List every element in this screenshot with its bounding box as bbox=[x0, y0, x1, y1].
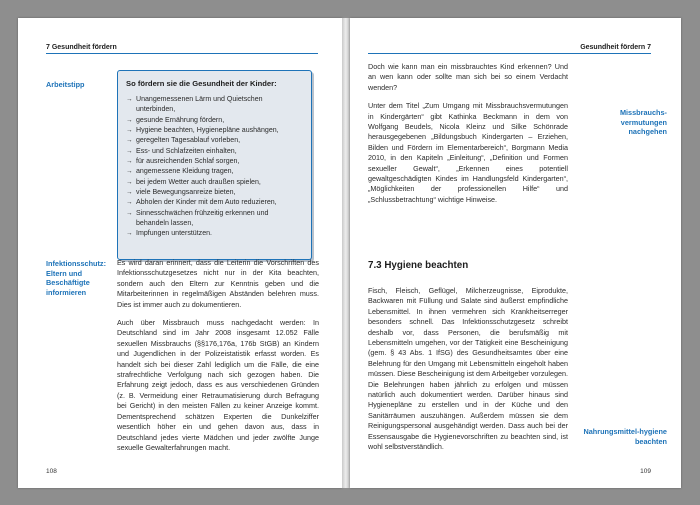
arrow-icon: → bbox=[126, 209, 133, 217]
page-number-right: 109 bbox=[640, 468, 651, 475]
left-header-rule bbox=[46, 53, 318, 54]
side-label-hygiene: Nahrungsmittel-hygiene beachten bbox=[583, 427, 667, 446]
list-item: → Ess- und Schlafzeiten einhalten, bbox=[126, 147, 303, 157]
paragraph: Doch wie kann man ein missbrauchtes Kind erkennen? Und an wen kann oder sollte man sich bei so einem Verdacht wenden? bbox=[368, 62, 568, 92]
tip-box bbox=[117, 70, 312, 260]
right-intro-text bbox=[368, 62, 568, 213]
arrow-icon: → bbox=[126, 178, 133, 186]
paragraph: Es wird daran erinnert, dass die Leiterin die Vorschriften des Infektionsschutzgesetzes nicht nur in der Kita beachten, sondern auch den Eltern zur Kenntnis geben und die Mitarbeiterinnen in regelmäßigen Abständen belehren muss. Dies ist immer auch zu dokumentieren. bbox=[117, 258, 319, 309]
tip-label: Arbeitstipp bbox=[46, 80, 85, 89]
right-running-head: Gesundheit fördern 7 bbox=[580, 44, 651, 51]
arrow-icon: → bbox=[126, 230, 133, 238]
arrow-icon: → bbox=[126, 199, 133, 207]
list-item: → für ausreichenden Schlaf sorgen, bbox=[126, 157, 303, 167]
page-number-left: 108 bbox=[46, 468, 57, 475]
arrow-icon: → bbox=[126, 158, 133, 166]
list-item: → viele Bewegungsanreize bieten, bbox=[126, 188, 303, 198]
paragraph: Unter dem Titel „Zum Umgang mit Missbrauchsvermutungen in Kindergärten“ gibt Kathinka Beckmann in dem von Wolfgang Beudels, Nicola Kleinz und Silke Schönrade herausgegebenen „Bildungsbuch Kindergarten – Erziehen, Bilden und Fördern im Elementarbereich“, Borgmann Media 2010, in den Kapiteln „Einleitung“, „Definition und Formen sexueller Gewalt“, „Erkennen eines potentiell gewaltgeschädigten Kindes im Handlungsfeld Kindergarten“, „Möglichkeiten der professionellen Hilfe“ und „Schlussbetrachtung“ wichtige Hinweise. bbox=[368, 101, 568, 204]
list-item: → Unangemessenen Lärm und Quietschen unterbinden, bbox=[126, 96, 263, 114]
tip-list bbox=[126, 95, 303, 240]
paragraph: Auch über Missbrauch muss nachgedacht werden: In Deutschland sind im Jahr 2008 insgesamt 12.052 Fälle sexuellen Missbrauchs (§§176,176a, 176b StGB) an Kindern und Jugendlichen in der Polizeistatistik erfasst worden. Es handelt sich bei dieser Zahl lediglich um die Fälle, die eine strafrechtliche Verfolgung nach sich gezogen haben. Die Erfahrung zeigt jedoch, dass es aus verschiedenen Gründen (z. B. Vermeidung einer Retraumatisierung durch Befragung bei Gericht) in den meisten Fällen zu keiner Anzeige kommt. Dementsprechend schätzen Experten die Dunkelziffer wesentlich höher ein und gehen davon aus, dass in Deutschland jedes vierte Mädchen und jeder zwölfte Junge sexuelle Gewalterfahrungen macht. bbox=[117, 318, 319, 452]
book-gutter bbox=[342, 18, 350, 488]
arrow-icon: → bbox=[126, 96, 133, 103]
paragraph: Fisch, Fleisch, Geflügel, Milcherzeugnisse, Eiprodukte, Backwaren mit Füllung und Salate sind äußerst empfindliche Lebensmittel. In ihnen vermehren sich Krankheitserreger besonders schnell. Das Infektionsschutzgesetz schreibt deshalb vor, dass Personen, die berufsmäßig mit Lebensmitteln umgehen, vor der Tätigkeit eine Bescheinigung (gem. § 43 Abs. 1 IfSG) des Gesundheitsamtes über eine Belehrung für den Umgang mit Lebensmitteln eingeholt haben müssen. Diese Bescheinigung ist dem Arbeitgeber vorzulegen. Die Belehrungen haben jährlich zu erfolgen und müssen natürlich auch dokumentiert werden. Darüber hinaus sind Hygienepläne zu erstellen und in der Küche und den Sanitärräumen auszuhängen. Außerdem müssen sie dem Reinigungspersonal ausgehändigt werden. Dass auch bei der Essensausgabe die Hygienevorschriften zu beachten sind, ist wohl selbstverständlich. bbox=[368, 286, 568, 452]
right-hygiene-text bbox=[368, 286, 568, 461]
arrow-icon: → bbox=[126, 116, 133, 124]
list-item: → Abholen der Kinder mit dem Auto reduzieren, bbox=[126, 198, 303, 208]
list-item: → bei jedem Wetter auch draußen spielen, bbox=[126, 178, 303, 188]
left-body-text bbox=[117, 258, 319, 461]
left-page bbox=[18, 18, 342, 488]
list-item: → Hygiene beachten, Hygienepläne aushängen, bbox=[126, 126, 303, 136]
side-label-missbrauch: Missbrauchs-vermutungen nachgehen bbox=[619, 108, 667, 136]
tip-title: So fördern sie die Gesundheit der Kinder: bbox=[126, 79, 277, 88]
arrow-icon: → bbox=[126, 147, 133, 155]
arrow-icon: → bbox=[126, 137, 133, 145]
list-item: → gesunde Ernährung fördern, bbox=[126, 116, 303, 126]
arrow-icon: → bbox=[126, 189, 133, 197]
side-label-infektionsschutz: Infektionsschutz: Eltern und Beschäftigte informieren bbox=[46, 259, 106, 297]
list-item: → Sinnesschwächen frühzeitig erkennen und behandeln lassen, bbox=[126, 209, 269, 228]
left-running-head: 7 Gesundheit fördern bbox=[46, 44, 117, 51]
list-item: → geregelten Tagesablauf vorleben, bbox=[126, 136, 303, 146]
arrow-icon: → bbox=[126, 127, 133, 135]
right-page bbox=[350, 18, 681, 488]
section-heading: 7.3 Hygiene beachten bbox=[368, 260, 469, 271]
list-item: → angemessene Kleidung tragen, bbox=[126, 167, 303, 177]
right-header-rule bbox=[368, 53, 651, 54]
arrow-icon: → bbox=[126, 168, 133, 176]
list-item: → Impfungen unterstützen. bbox=[126, 229, 303, 239]
